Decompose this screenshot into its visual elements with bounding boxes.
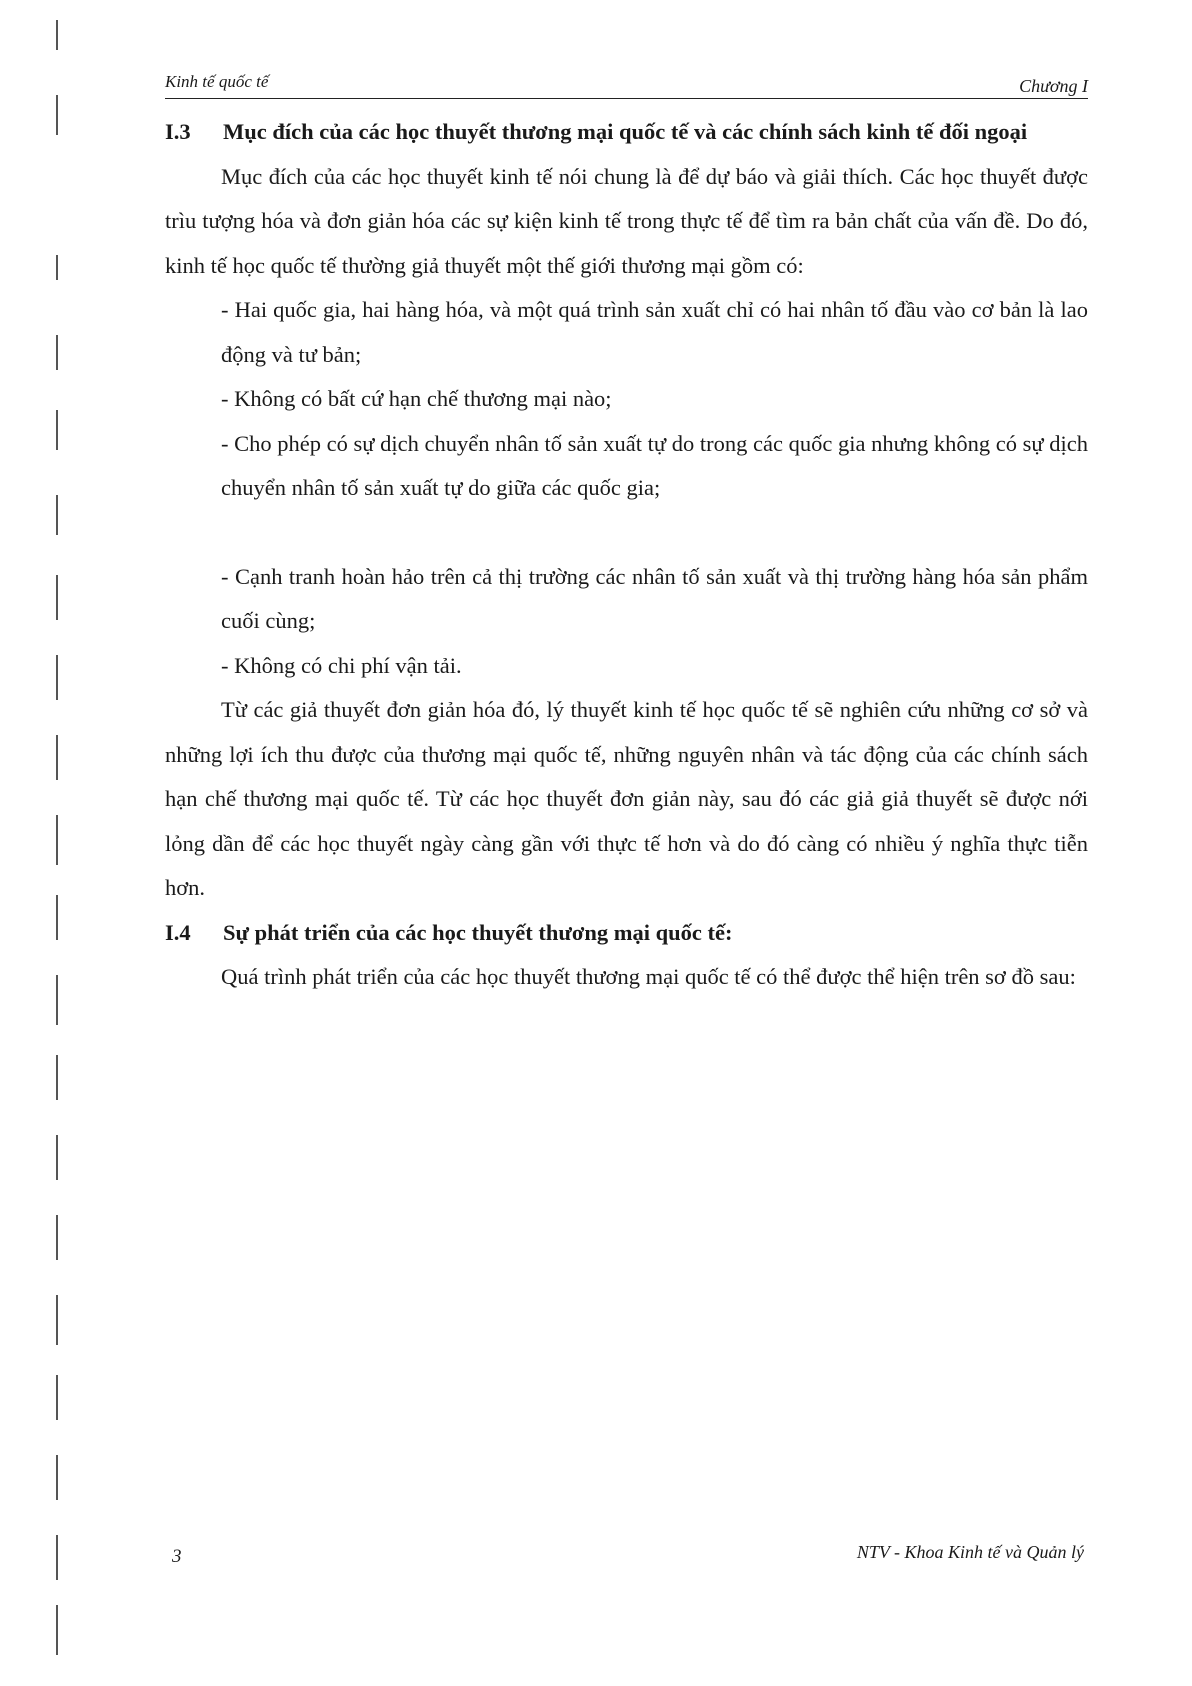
scan-edge-mark bbox=[56, 335, 58, 370]
scan-edge-mark bbox=[56, 410, 58, 450]
header-book-title: Kinh tế quốc tế bbox=[165, 72, 269, 91]
header-chapter: Chương I bbox=[1019, 76, 1088, 96]
section-number: I.3 bbox=[165, 119, 191, 144]
scan-edge-mark bbox=[56, 575, 58, 620]
list-item: - Hai quốc gia, hai hàng hóa, và một quá trình sản xuất chỉ có hai nhân tố đầu vào cơ bản là lao động và tư bản; bbox=[221, 297, 1088, 367]
running-header bbox=[165, 70, 1088, 99]
section-title: Sự phát triển của các học thuyết thương mại quốc tế: bbox=[223, 919, 733, 945]
scan-edge-mark bbox=[56, 255, 58, 280]
scan-edge-mark bbox=[56, 95, 58, 135]
scan-edge-mark bbox=[56, 1375, 58, 1420]
scan-edge-mark bbox=[56, 1055, 58, 1100]
scan-edge-mark bbox=[56, 1535, 58, 1580]
scan-edge-mark bbox=[56, 495, 58, 535]
footer-organization: NTV - Khoa Kinh tế và Quản lý bbox=[856, 1542, 1084, 1562]
scan-edge-mark bbox=[56, 735, 58, 780]
scan-edge-mark bbox=[56, 1295, 58, 1345]
section-heading-1-4 bbox=[165, 911, 1088, 956]
paragraph-conclusion: Từ các giả thuyết đơn giản hóa đó, lý thuyết kinh tế học quốc tế sẽ nghiên cứu những cơ sở và những lợi ích thu được của thương mại quốc tế, những nguyên nhân và tác động của các chính sách hạn chế thương mại quốc tế. Từ các học thuyết đơn giản này, sau đó các giả giả thuyết sẽ được nới lỏng dần để các học thuyết ngày càng gần với thực tế hơn và do đó càng có nhiều ý nghĩa thực tiễn hơn. bbox=[165, 697, 1088, 900]
scan-edge-mark bbox=[56, 1135, 58, 1180]
list-item: - Cạnh tranh hoàn hảo trên cả thị trường các nhân tố sản xuất và thị trường hàng hóa sản phẩm cuối cùng; bbox=[221, 563, 1088, 633]
scan-edge-mark bbox=[56, 1455, 58, 1500]
main-content bbox=[165, 110, 1088, 1000]
list-item: - Không có bất cứ hạn chế thương mại nào; bbox=[221, 386, 612, 411]
list-item: - Không có chi phí vận tải. bbox=[221, 652, 462, 678]
scan-edge-mark bbox=[56, 975, 58, 1025]
scan-edge-mark bbox=[56, 655, 58, 700]
scan-edge-mark bbox=[56, 895, 58, 940]
scan-edge-mark bbox=[56, 815, 58, 865]
paragraph-diagram-intro: Quá trình phát triển của các học thuyết thương mại quốc tế có thể được thể hiện trên sơ đồ sau: bbox=[221, 964, 1076, 989]
scan-edge-mark bbox=[56, 20, 58, 50]
section-number: I.4 bbox=[165, 919, 191, 945]
section-heading-1-3 bbox=[165, 110, 1088, 155]
blank-line bbox=[165, 511, 1088, 555]
scan-edge-mark bbox=[56, 1605, 58, 1655]
scan-edge-mark bbox=[56, 1215, 58, 1260]
page-number: 3 bbox=[172, 1546, 182, 1567]
list-item: - Cho phép có sự dịch chuyển nhân tố sản xuất tự do trong các quốc gia nhưng không có sự dịch chuyển nhân tố sản xuất tự do giữa các quốc gia; bbox=[221, 430, 1088, 500]
section-title: Mục đích của các học thuyết thương mại quốc tế và các chính sách kinh tế đối ngoại bbox=[223, 119, 1028, 144]
paragraph-intro: Mục đích của các học thuyết kinh tế nói chung là để dự báo và giải thích. Các học thuyết được trìu tượng hóa và đơn giản hóa các sự kiện kinh tế trong thực tế để tìm ra bản chất của vấn đề. Do đó, kinh tế học quốc tế thường giả thuyết một thế giới thương mại gồm có: bbox=[165, 163, 1088, 278]
